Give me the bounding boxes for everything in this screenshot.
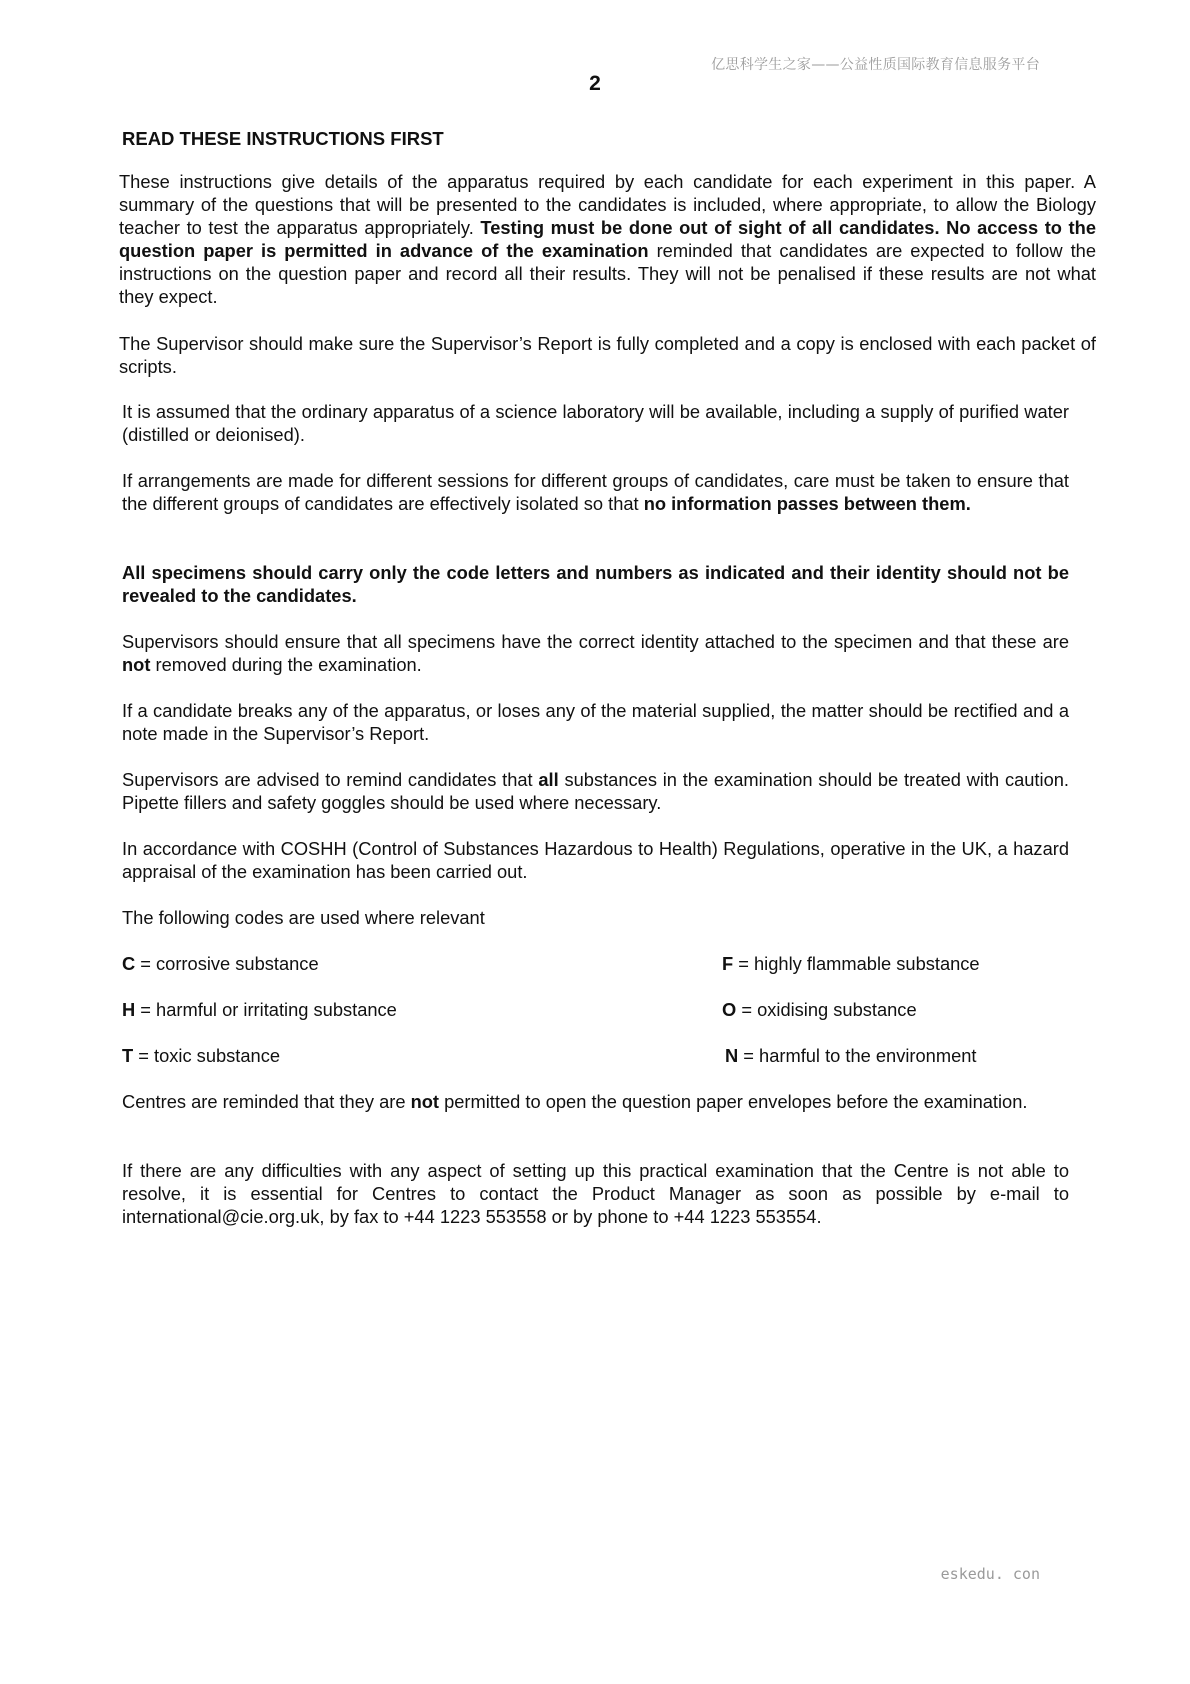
paragraph-sessions bbox=[122, 469, 1069, 515]
hazard-code-text: = toxic substance bbox=[133, 1045, 281, 1066]
hazard-code-flammable bbox=[722, 952, 980, 975]
paragraph-specimen-codes: All specimens should carry only the code letters and numbers as indicated and their identity should not be revealed to the candidates. bbox=[122, 562, 1069, 606]
hazard-code-text: = harmful or irritating substance bbox=[135, 999, 397, 1020]
watermark-header: 亿思科学生之家——公益性质国际教育信息服务平台 bbox=[711, 57, 1040, 73]
hazard-code-letter: O bbox=[722, 999, 737, 1020]
paragraph-safety bbox=[122, 768, 1069, 814]
hazard-code-letter: N bbox=[725, 1045, 739, 1066]
paragraph-text: Centres are reminded that they are bbox=[122, 1091, 411, 1112]
paragraph-breakages: If a candidate breaks any of the apparatus, or loses any of the material supplied, the matter should be rectified and a note made in the Supervisor’s Report. bbox=[122, 700, 1069, 744]
hazard-code-text: = corrosive substance bbox=[135, 953, 319, 974]
paragraph-supervisor-report: The Supervisor should make sure the Supervisor’s Report is fully completed and a copy is enclosed with each packet of scripts. bbox=[119, 333, 1096, 377]
hazard-code-letter: H bbox=[122, 999, 136, 1020]
paragraph-bold-text: no information passes between them. bbox=[643, 493, 971, 514]
paragraph-codes-intro: The following codes are used where relevant bbox=[122, 907, 485, 928]
paragraph-apparatus-intro bbox=[119, 170, 1096, 308]
hazard-code-harmful bbox=[122, 998, 397, 1021]
paragraph-text: These instructions give details of the apparatus required by each candidate for each experiment in this paper. A summary of the questions that will be presented to the candidates is included, where appropriate, to allow the Biology teacher to test the apparatus appropriately. bbox=[119, 171, 1096, 238]
hazard-code-oxidising bbox=[722, 998, 917, 1021]
hazard-code-text: = highly flammable substance bbox=[733, 953, 980, 974]
hazard-code-corrosive bbox=[122, 952, 319, 975]
page-number: 2 bbox=[589, 72, 601, 95]
paragraph-text: substances in the examination should be treated with caution. Pipette fillers and safety goggles should be used where necessary. bbox=[122, 769, 1069, 813]
paragraph-text: If arrangements are made for different sessions for different groups of candidates, care must be taken to ensure that the different groups of candidates are effectively isolated so that bbox=[122, 470, 1069, 514]
hazard-code-toxic bbox=[122, 1044, 280, 1067]
paragraph-envelopes bbox=[122, 1090, 1069, 1113]
hazard-code-letter: F bbox=[722, 953, 734, 974]
paragraph-text: permitted to open the question paper envelopes before the examination. bbox=[439, 1091, 1028, 1112]
paragraph-specimen-identity bbox=[122, 630, 1069, 676]
hazard-code-text: = oxidising substance bbox=[736, 999, 917, 1020]
paragraph-coshh: In accordance with COSHH (Control of Substances Hazardous to Health) Regulations, operative in the UK, a hazard appraisal of the examination has been carried out. bbox=[122, 838, 1069, 882]
hazard-code-letter: T bbox=[122, 1045, 134, 1066]
paragraph-bold-text: not bbox=[122, 654, 151, 675]
paragraph-bold-text: Testing must be done out of sight of all candidates. No access to the question paper is permitted in advance of the examination bbox=[119, 217, 1096, 261]
paragraph-text: Supervisors are advised to remind candidates that bbox=[122, 769, 539, 790]
paragraph-text: Supervisors should ensure that all specimens have the correct identity attached to the specimen and that these are bbox=[122, 631, 1069, 652]
hazard-code-text: = harmful to the environment bbox=[738, 1045, 977, 1066]
paragraph-bold-text: all bbox=[538, 769, 559, 790]
paragraph-text: removed during the examination. bbox=[150, 654, 422, 675]
paragraph-contact: If there are any difficulties with any aspect of setting up this practical examination that the Centre is not able to resolve, it is essential for Centres to contact the Product Manager as soon as possible by e-mail to international@cie.org.uk, by fax to +44 1223 553558 or by phone to +44 1223 553554. bbox=[122, 1160, 1069, 1227]
paragraph-bold-text: not bbox=[410, 1091, 440, 1112]
hazard-code-letter: C bbox=[122, 953, 136, 974]
watermark-footer: eskedu. con bbox=[940, 1565, 1040, 1583]
page-heading: READ THESE INSTRUCTIONS FIRST bbox=[122, 128, 444, 149]
paragraph-ordinary-apparatus: It is assumed that the ordinary apparatus of a science laboratory will be available, including a supply of purified water (distilled or deionised). bbox=[122, 401, 1069, 445]
hazard-code-environment bbox=[725, 1044, 977, 1067]
paragraph-text: reminded that candidates are expected to follow the instructions on the question paper and record all their results. They will not be penalised if these results are not what they expect. bbox=[119, 240, 1097, 307]
